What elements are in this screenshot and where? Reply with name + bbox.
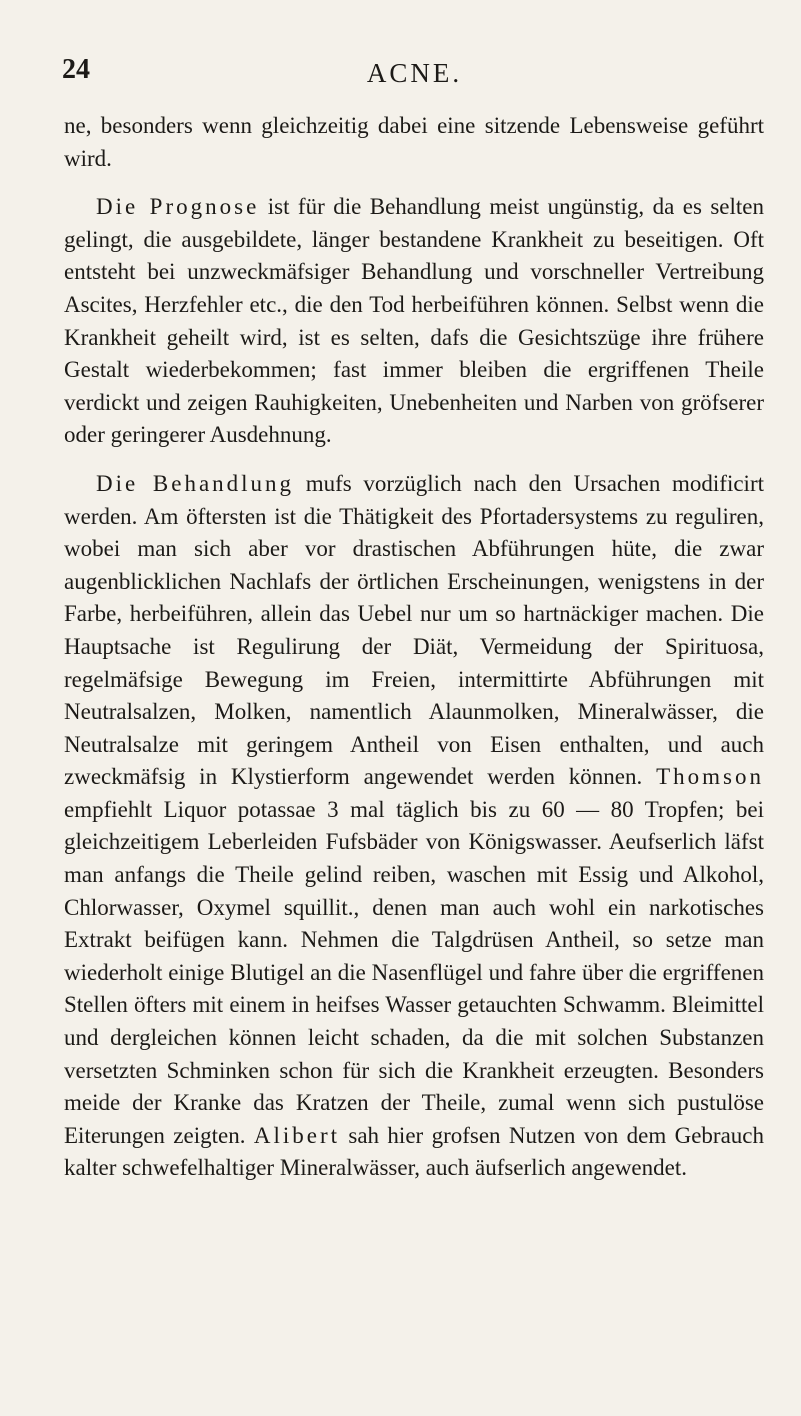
- paragraph-text: empfiehlt Liquor potassae 3 mal täglich bis zu 60 — 80 Tropfen; bei gleichzeitigem Leberleiden Fufsbäder von Königswasser. Aeufserlich läfst man anfangs die Theile gelind reiben, waschen mit Essig und Alkohol, Chlorwasser, Oxymel squillit., denen man auch wohl ein narkotisches Extrakt beifügen kann. Nehmen die Talgdrüsen Antheil, so setze man wiederholt einige Blutigel an die Nasenflügel und fahre über die ergriffenen Stellen öfters mit einem in heifses Wasser getauchten Schwamm. Bleimittel und dergleichen können leicht schaden, da die mit solchen Substanzen versetzten Schminken schon für sich die Krankheit erzeugten. Besonders meide der Kranke das Kratzen der Theile, zumal wenn sich pustulöse Eiterungen zeigten.: [64, 796, 764, 1148]
- author-name-thomson: Thomson: [656, 764, 764, 790]
- section-lead-prognose: Die Prognose: [96, 194, 260, 220]
- paragraph-continuation: [64, 110, 764, 175]
- paragraph-prognose: [64, 191, 764, 452]
- author-name-alibert: Alibert: [253, 1122, 340, 1148]
- paragraph-text: ist für die Behandlung meist ungünstig, da es selten gelingt, die ausgebildete, länger bestandene Krankheit zu beseitigen. Oft entsteht bei unzweckmäfsiger Behandlung und vorschneller Vertreibung Ascites, Herzfehler etc., die den Tod herbeiführen können. Selbst wenn die Krankheit geheilt wird, ist es selten, dafs die Gesichtszüge ihre frühere Gestalt wiederbekommen; fast immer bleiben die ergriffenen Theile verdickt und zeigen Rauhigkeiten, Unebenheiten und Narben von gröfserer oder geringerer Ausdehnung.: [64, 194, 764, 448]
- body-text: [64, 110, 764, 1185]
- paragraph-text: sah hier grofsen Nutzen von dem Gebrauch kalter schwefelhaltiger Mineralwässer, auch äufserlich angewendet.: [64, 1122, 765, 1181]
- section-lead-behandlung: Die Behandlung: [96, 470, 295, 496]
- paragraph-text: mufs vorzüglich nach den Ursachen modificirt werden. Am öftersten ist die Thätigkeit des Pfortadersystems zu reguliren, wobei man sich aber vor drastischen Abführungen hüte, die zwar augenblicklichen Nachlafs der örtlichen Erscheinungen, wenigstens in der Farbe, herbeiführen, allein das Uebel nur um so hartnäckiger machen. Die Hauptsache ist Regulirung der Diät, Vermeidung der Spirituosa, regelmäfsige Bewegung im Freien, intermittirte Abführungen mit Neutralsalzen, Molken, namentlich Alaunmolken, Mineralwässer, die Neutralsalze mit geringem Antheil von Eisen enthalten, und auch zweckmäfsig in Klystierform angewendet werden können.: [64, 470, 764, 790]
- page-header: [64, 54, 765, 88]
- running-title: ACNE.: [366, 58, 463, 88]
- page-number: 24: [62, 54, 90, 85]
- paragraph-text: ne, besonders wenn gleichzeitig dabei eine sitzende Lebensweise geführt wird.: [64, 113, 764, 171]
- paragraph-behandlung: [64, 468, 764, 1185]
